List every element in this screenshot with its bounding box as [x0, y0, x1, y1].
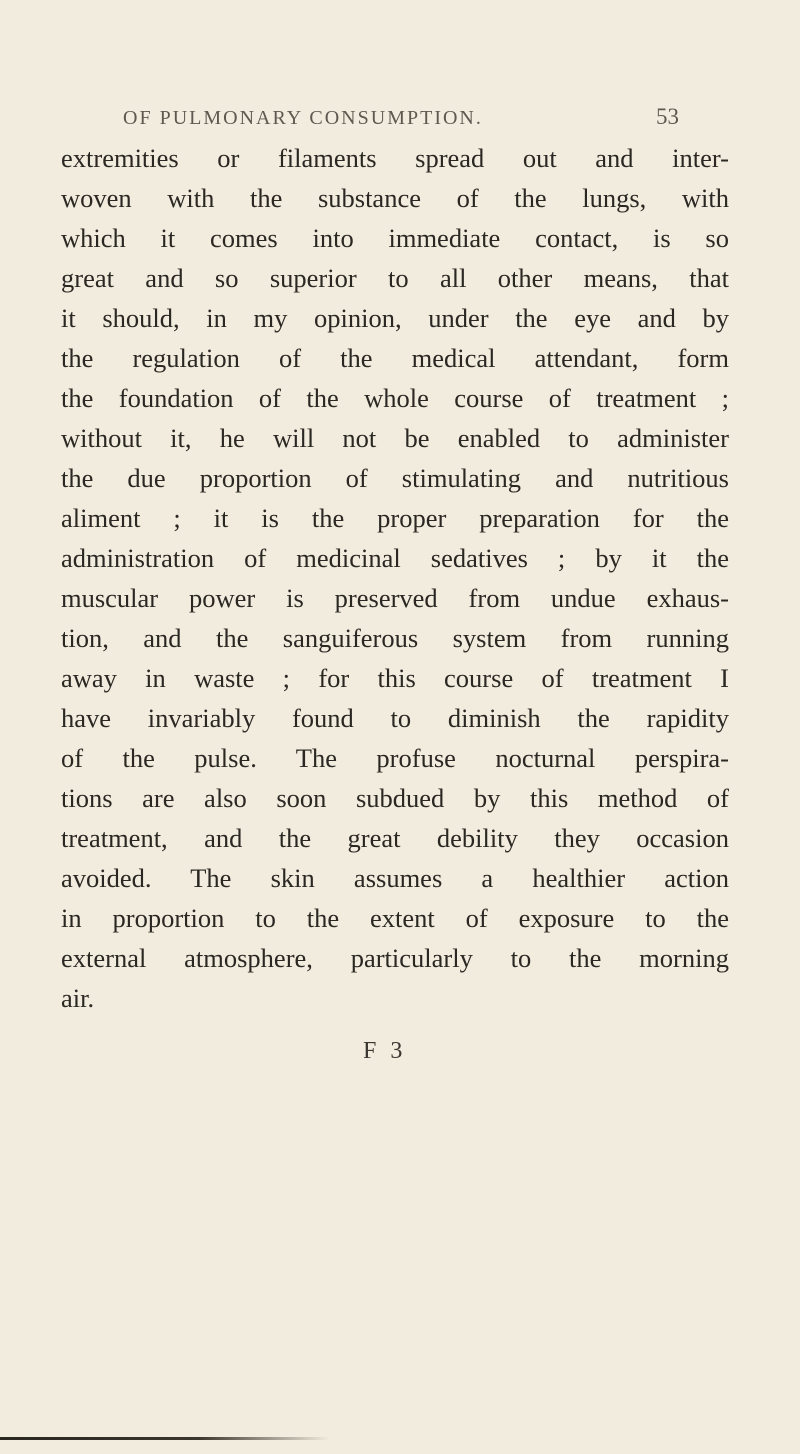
body-paragraph [61, 138, 729, 1018]
text-line: tions are also soon subdued by this method of [61, 783, 729, 813]
text-line: tion, and the sanguiferous system from running [61, 623, 729, 653]
text-line: extremities or filaments spread out and inter- [61, 143, 729, 173]
text-line: administration of medicinal sedatives ; by it the [61, 543, 729, 573]
text-line: woven with the substance of the lungs, with [61, 183, 729, 213]
text-line: great and so superior to all other means, that [61, 263, 729, 293]
text-line: of the pulse. The profuse nocturnal perspira- [61, 743, 729, 773]
page-edge-shadow [0, 1437, 330, 1440]
text-line: external atmosphere, particularly to the morning [61, 943, 729, 973]
text-line: without it, he will not be enabled to administer [61, 423, 729, 453]
text-line: in proportion to the extent of exposure to the [61, 903, 729, 933]
text-line: which it comes into immediate contact, is so [61, 223, 729, 253]
text-line: the due proportion of stimulating and nutritious [61, 463, 729, 493]
running-title: OF PULMONARY CONSUMPTION. [123, 107, 483, 129]
text-line: treatment, and the great debility they occasion [61, 823, 729, 853]
text-line: the foundation of the whole course of treatment ; [61, 383, 729, 413]
text-line-last: air. [61, 983, 95, 1013]
text-line: the regulation of the medical attendant, form [61, 343, 729, 373]
text-line: muscular power is preserved from undue exhaus- [61, 583, 729, 613]
page-number: 53 [656, 104, 679, 129]
signature-mark: F 3 [363, 1038, 407, 1064]
text-line: away in waste ; for this course of treatment I [61, 663, 729, 693]
text-line: aliment ; it is the proper preparation for the [61, 503, 729, 533]
text-line: have invariably found to diminish the rapidity [61, 703, 729, 733]
text-line: it should, in my opinion, under the eye and by [61, 303, 729, 333]
text-line: avoided. The skin assumes a healthier action [61, 863, 729, 893]
